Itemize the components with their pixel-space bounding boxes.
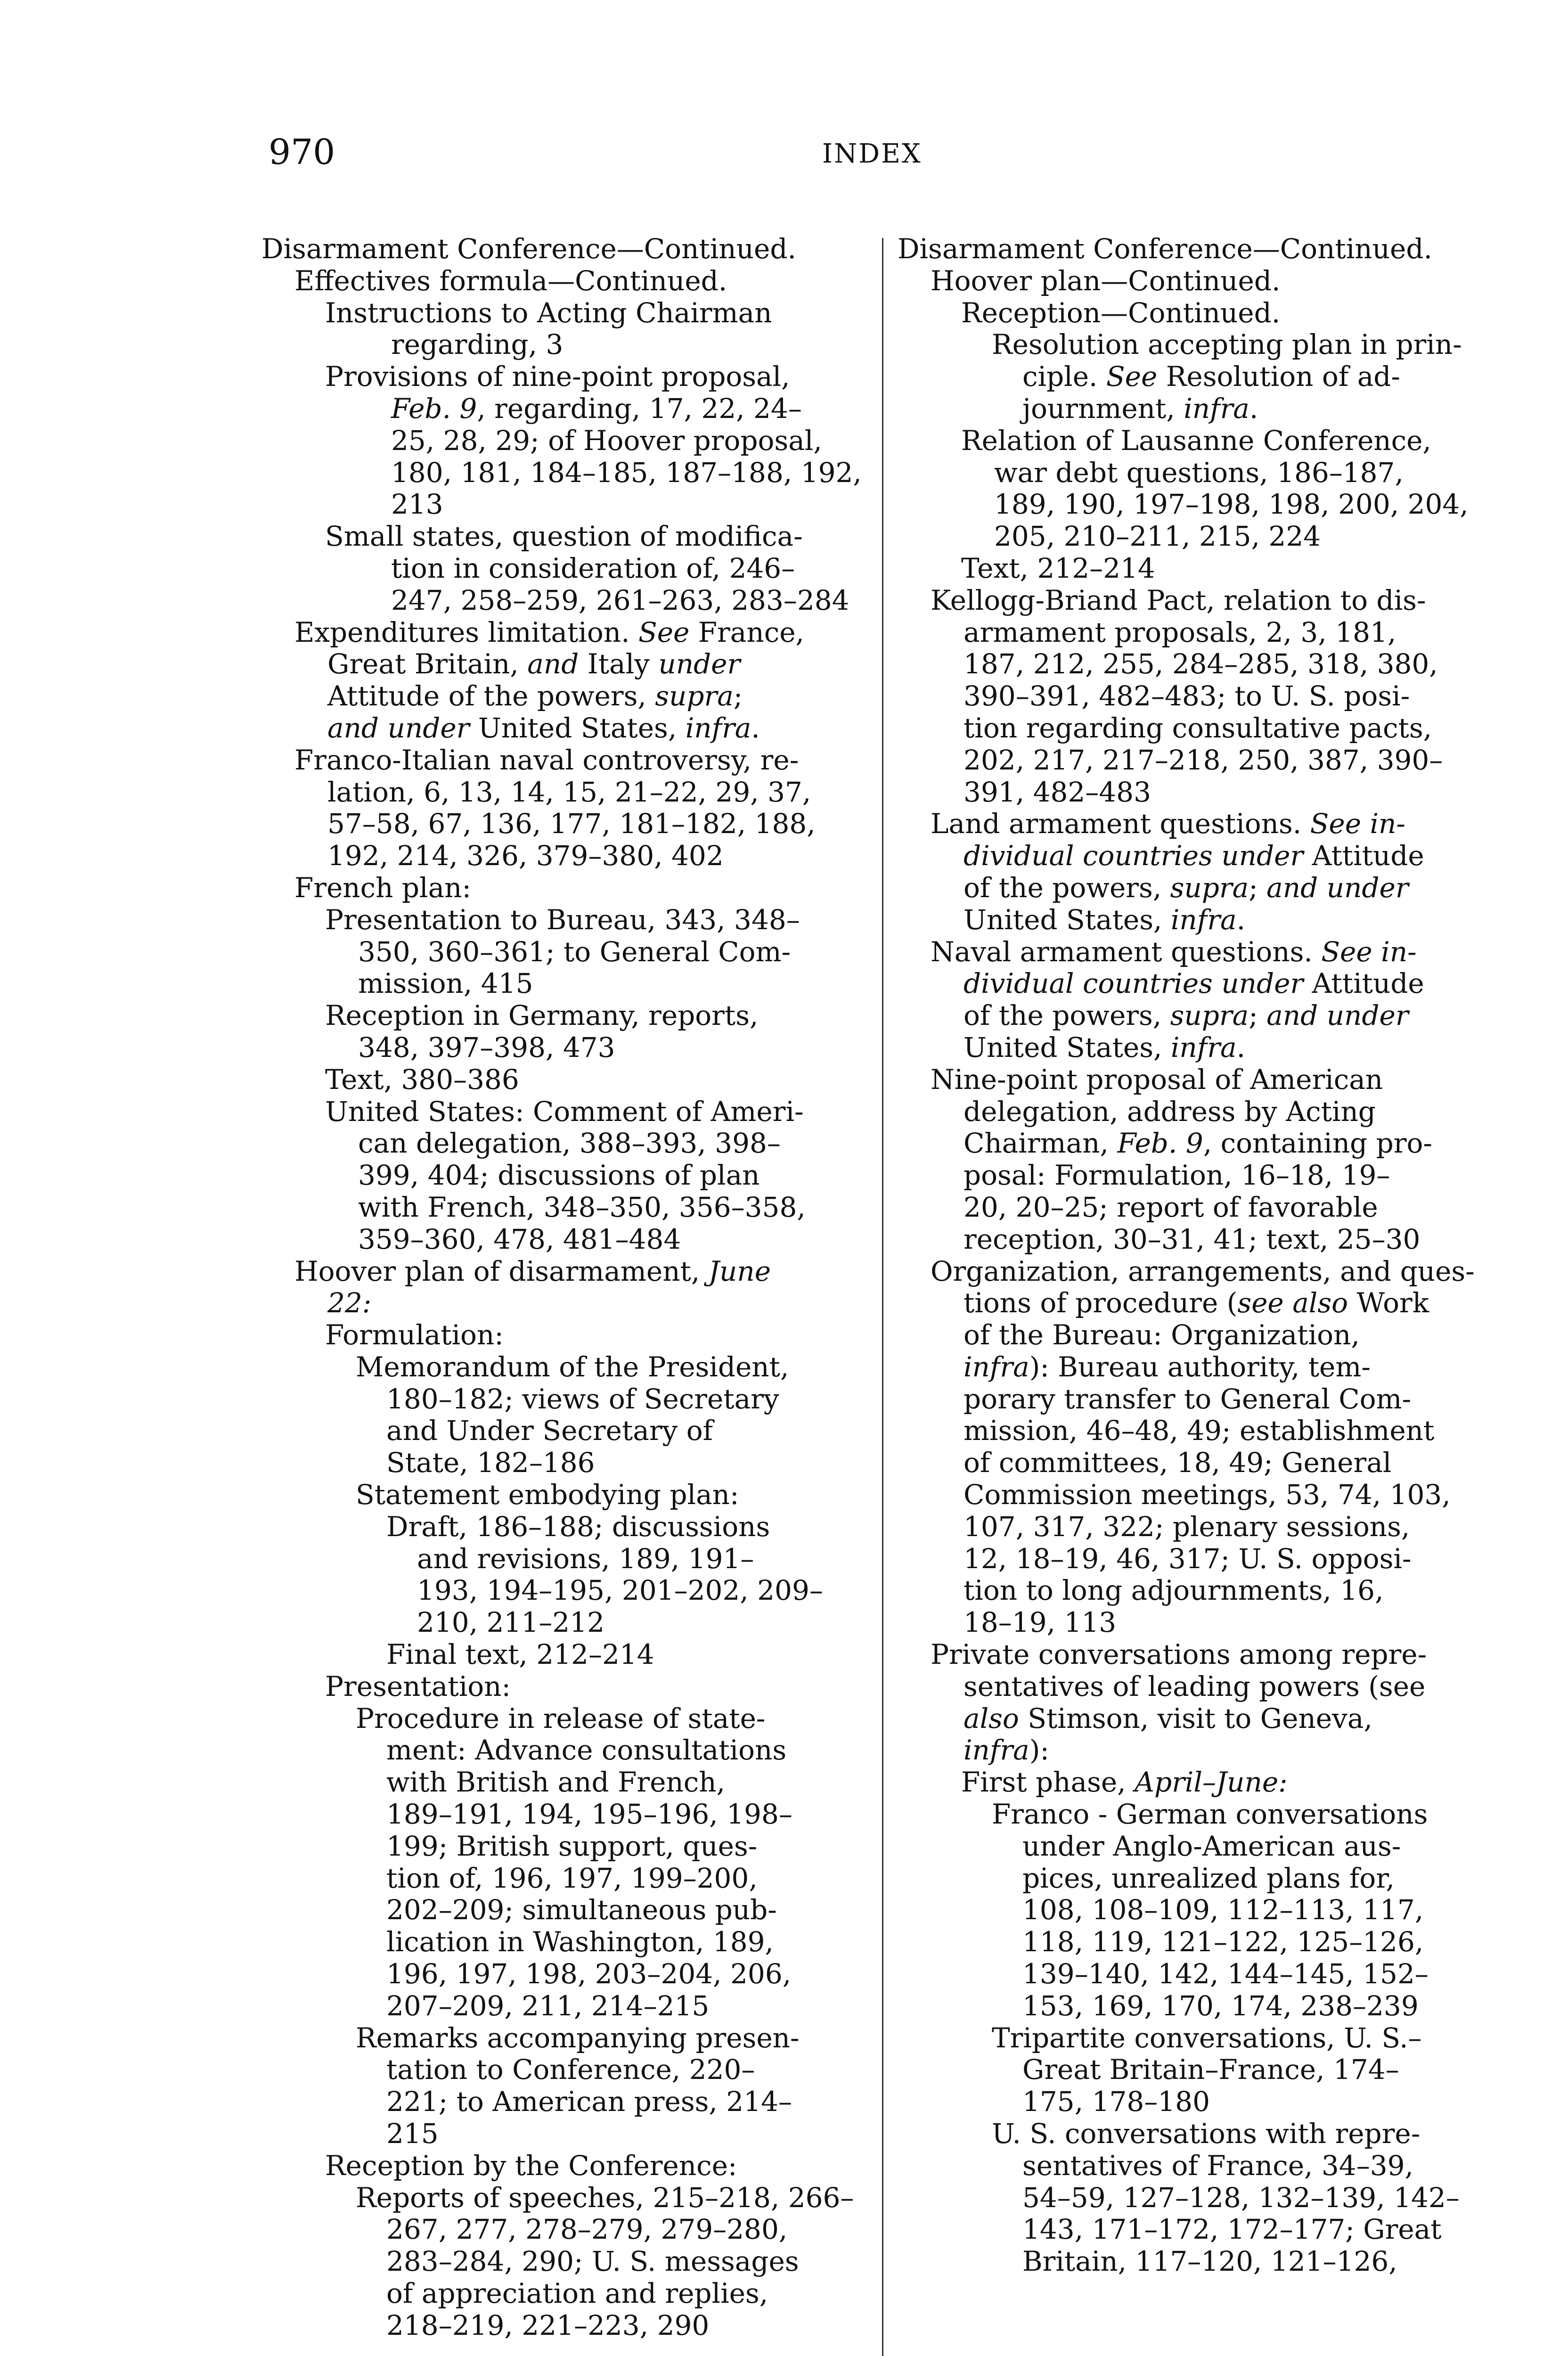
index-entry-line: tation to Conference, 220– — [386, 2053, 755, 2086]
index-entry-line: Private conversations among repre- — [931, 1638, 1427, 1671]
index-entry-line: 22: — [327, 1287, 372, 1319]
index-entry-line: Presentation: — [325, 1670, 511, 1702]
index-entry-line: Resolution accepting plan in prin- — [992, 328, 1462, 361]
index-entry-line: 57–58, 67, 136, 177, 181–182, 188, — [327, 808, 816, 840]
index-entry-line: 25, 28, 29; of Hoover proposal, — [391, 424, 822, 457]
index-entry-line: Hoover plan of disarmament, June — [294, 1255, 771, 1287]
index-entry-line: 139–140, 142, 144–145, 152– — [1022, 1958, 1429, 1990]
index-entry-line: 196, 197, 198, 203–204, 206, — [386, 1958, 792, 1990]
index-entry-line: 218–219, 221–223, 290 — [386, 2309, 710, 2341]
index-entry-line: porary transfer to General Com- — [964, 1383, 1412, 1415]
index-entry-line: First phase, April–June: — [961, 1766, 1288, 1799]
index-entry-line: can delegation, 388–393, 398– — [358, 1127, 781, 1160]
index-entry-line: 221; to American press, 214– — [386, 2086, 792, 2118]
index-entry-line: 207–209, 211, 214–215 — [386, 1989, 710, 2022]
page-number: 970 — [269, 132, 335, 172]
index-entry-line: 215 — [386, 2118, 439, 2150]
index-entry-line: Small states, question of modifica- — [325, 520, 803, 553]
index-entry-line: of appreciation and replies, — [386, 2277, 768, 2309]
index-entry-line: delegation, address by Acting — [964, 1095, 1376, 1128]
index-entry-line: Tripartite conversations, U. S.– — [992, 2021, 1422, 2054]
index-entry-line: Chairman, Feb. 9, containing pro- — [964, 1127, 1432, 1160]
index-entry-line: Nine-point proposal of American — [931, 1063, 1383, 1096]
index-entry-line: Franco - German conversations — [992, 1798, 1428, 1831]
index-column-left — [261, 233, 869, 2342]
index-entry-line: regarding, 3 — [391, 328, 564, 361]
index-entry-line: U. S. conversations with repre- — [992, 2118, 1421, 2150]
index-entry-line: war debt questions, 186–187, — [994, 456, 1404, 489]
index-entry-line: 390–391, 482–483; to U. S. posi- — [964, 680, 1410, 712]
index-entry-line: Disarmament Conference—Continued. — [261, 233, 796, 265]
index-entry-line: 199; British support, ques- — [386, 1830, 758, 1862]
index-entry-line: pices, unrealized plans for, — [1022, 1862, 1395, 1894]
index-entry-line: 187, 212, 255, 284–285, 318, 380, — [964, 648, 1438, 680]
index-entry-line: Reports of speeches, 215–218, 266– — [356, 2181, 854, 2214]
index-entry-line: 350, 360–361; to General Com- — [358, 935, 791, 968]
index-entry-line: journment, infra. — [1022, 392, 1258, 425]
index-entry-line: ciple. See Resolution of ad- — [1022, 360, 1401, 393]
index-entry-line: 189, 190, 197–198, 198, 200, 204, — [994, 488, 1469, 521]
index-entry-line: 20, 20–25; report of favorable — [964, 1191, 1378, 1223]
index-entry-line: dividual countries under Attitude — [964, 840, 1424, 872]
index-entry-line: Effectives formula—Continued. — [294, 264, 727, 297]
index-entry-line: State, 182–186 — [386, 1447, 595, 1479]
index-entry-line: Expenditures limitation. See France, — [294, 616, 804, 648]
index-entry-line: Attitude of the powers, supra; — [327, 680, 743, 712]
index-entry-line: Land armament questions. See in- — [931, 808, 1405, 840]
index-entry-line: with British and French, — [386, 1766, 726, 1799]
index-entry-line: Procedure in release of state- — [356, 1702, 766, 1734]
index-entry-line: 202, 217, 217–218, 250, 387, 390– — [964, 744, 1443, 776]
index-entry-line: Draft, 186–188; discussions — [386, 1510, 770, 1543]
index-entry-line: Great Britain–France, 174– — [1022, 2053, 1399, 2086]
index-entry-line: 359–360, 478, 481–484 — [358, 1223, 681, 1255]
index-entry-line: 107, 317, 322; plenary sessions, — [964, 1510, 1410, 1543]
index-entry-line: of the powers, supra; and under — [964, 999, 1409, 1032]
index-entry-line: Text, 380–386 — [325, 1063, 519, 1096]
index-entry-line: tion in consideration of, 246– — [391, 552, 795, 584]
index-entry-line: 247, 258–259, 261–263, 283–284 — [391, 584, 849, 616]
index-entry-line: 175, 178–180 — [1022, 2086, 1210, 2118]
index-entry-line: 180, 181, 184–185, 187–188, 192, — [391, 456, 862, 489]
index-entry-line: 267, 277, 278–279, 279–280, — [386, 2213, 788, 2246]
column-divider — [882, 238, 883, 2356]
index-entry-line: mission, 46–48, 49; establishment — [964, 1415, 1435, 1447]
index-entry-line: 348, 397–398, 473 — [358, 1031, 615, 1063]
index-entry-line: Reception by the Conference: — [325, 2149, 737, 2182]
index-entry-line: Relation of Lausanne Conference, — [961, 424, 1431, 457]
index-entry-line: and under United States, infra. — [327, 712, 760, 744]
index-column-right — [898, 233, 1505, 2278]
index-entry-line: United States: Comment of Ameri- — [325, 1095, 804, 1128]
index-entry-line: Disarmament Conference—Continued. — [898, 233, 1432, 265]
index-entry-line: 283–284, 290; U. S. messages — [386, 2245, 799, 2278]
index-entry-line: 189–191, 194, 195–196, 198– — [386, 1798, 792, 1831]
index-entry-line: Statement embodying plan: — [356, 1479, 739, 1511]
index-entry-line: Kellogg-Briand Pact, relation to dis- — [931, 584, 1426, 616]
index-entry-line: 18–19, 113 — [964, 1606, 1117, 1639]
index-entry-line: Memorandum of the President, — [356, 1350, 789, 1383]
index-entry-line: tion regarding consultative pacts, — [964, 712, 1432, 744]
index-entry-line: United States, infra. — [964, 1031, 1245, 1063]
index-entry-line: dividual countries under Attitude — [964, 967, 1424, 1000]
index-entry-line: of committees, 18, 49; General — [964, 1447, 1392, 1479]
index-entry-line: Organization, arrangements, and ques- — [931, 1255, 1475, 1287]
index-entry-line: 180–182; views of Secretary — [386, 1383, 779, 1415]
index-entry-line: with French, 348–350, 356–358, — [358, 1191, 806, 1223]
index-entry-line: Great Britain, and Italy under — [327, 648, 741, 680]
index-entry-line: Remarks accompanying presen- — [356, 2021, 800, 2054]
index-entry-line: French plan: — [294, 871, 472, 904]
running-head: INDEX — [822, 139, 922, 169]
index-entry-line: tion to long adjournments, 16, — [964, 1574, 1384, 1607]
index-entry-line: Britain, 117–120, 121–126, — [1022, 2245, 1397, 2278]
index-entry-line: Final text, 212–214 — [386, 1638, 654, 1671]
index-entry-line: Presentation to Bureau, 343, 348– — [325, 903, 800, 936]
index-entry-line: Franco-Italian naval controversy, re- — [294, 744, 799, 776]
index-entry-line: sentatives of France, 34–39, — [1022, 2149, 1413, 2182]
index-entry-line: Commission meetings, 53, 74, 103, — [964, 1479, 1451, 1511]
index-entry-line: Reception—Continued. — [961, 296, 1281, 329]
index-entry-line: 12, 18–19, 46, 317; U. S. opposi- — [964, 1542, 1412, 1575]
index-entry-line: under Anglo-American aus- — [1022, 1830, 1401, 1862]
index-entry-line: lation, 6, 13, 14, 15, 21–22, 29, 37, — [327, 776, 811, 808]
index-entry-line: armament proposals, 2, 3, 181, — [964, 616, 1396, 648]
index-entry-line: posal: Formulation, 16–18, 19– — [964, 1159, 1390, 1192]
index-entry-line: sentatives of leading powers (see — [964, 1670, 1426, 1702]
index-entry-line: of the powers, supra; and under — [964, 871, 1409, 904]
index-entry-line: 192, 214, 326, 379–380, 402 — [327, 840, 724, 872]
index-entry-line: 54–59, 127–128, 132–139, 142– — [1022, 2181, 1460, 2214]
index-entry-line: and Under Secretary of — [386, 1415, 713, 1447]
index-entry-line: Naval armament questions. See in- — [931, 935, 1417, 968]
index-entry-line: also Stimson, visit to Geneva, — [964, 1702, 1372, 1734]
index-entry-line: 143, 171–172, 172–177; Great — [1022, 2213, 1442, 2246]
index-entry-line: and revisions, 189, 191– — [417, 1542, 754, 1575]
index-entry-line: Provisions of nine-point proposal, — [325, 360, 790, 393]
index-entry-line: infra): — [964, 1734, 1049, 1767]
index-entry-line: 193, 194–195, 201–202, 209– — [417, 1574, 823, 1607]
index-entry-line: infra): Bureau authority, tem- — [964, 1350, 1371, 1383]
index-entry-line: of the Bureau: Organization, — [964, 1319, 1360, 1351]
index-entry-line: tions of procedure (see also Work — [964, 1287, 1429, 1319]
index-entry-line: 153, 169, 170, 174, 238–239 — [1022, 1989, 1419, 2022]
index-entry-line: 210, 211–212 — [417, 1606, 604, 1639]
index-entry-line: Instructions to Acting Chairman — [325, 296, 772, 329]
index-entry-line: ment: Advance consultations — [386, 1734, 787, 1767]
index-entry-line: reception, 30–31, 41; text, 25–30 — [964, 1223, 1421, 1255]
index-entry-line: United States, infra. — [964, 903, 1245, 936]
index-entry-line: Text, 212–214 — [961, 552, 1155, 584]
index-entry-line: tion of, 196, 197, 199–200, — [386, 1862, 758, 1894]
index-entry-line: lication in Washington, 189, — [386, 1926, 774, 1958]
index-entry-line: Formulation: — [325, 1319, 504, 1351]
index-entry-line: 108, 108–109, 112–113, 117, — [1022, 1894, 1424, 1926]
index-entry-line: mission, 415 — [358, 967, 533, 1000]
index-entry-line: Hoover plan—Continued. — [931, 264, 1281, 297]
page-header — [264, 127, 1493, 184]
index-entry-line: 213 — [391, 488, 443, 521]
index-entry-line: Reception in Germany, reports, — [325, 999, 759, 1032]
index-entry-line: 118, 119, 121–122, 125–126, — [1022, 1926, 1424, 1958]
index-entry-line: 202–209; simultaneous pub- — [386, 1894, 777, 1926]
index-entry-line: 391, 482–483 — [964, 776, 1151, 808]
index-entry-line: 399, 404; discussions of plan — [358, 1159, 760, 1192]
index-entry-line: Feb. 9, regarding, 17, 22, 24– — [391, 392, 802, 425]
index-entry-line: 205, 210–211, 215, 224 — [994, 520, 1321, 553]
